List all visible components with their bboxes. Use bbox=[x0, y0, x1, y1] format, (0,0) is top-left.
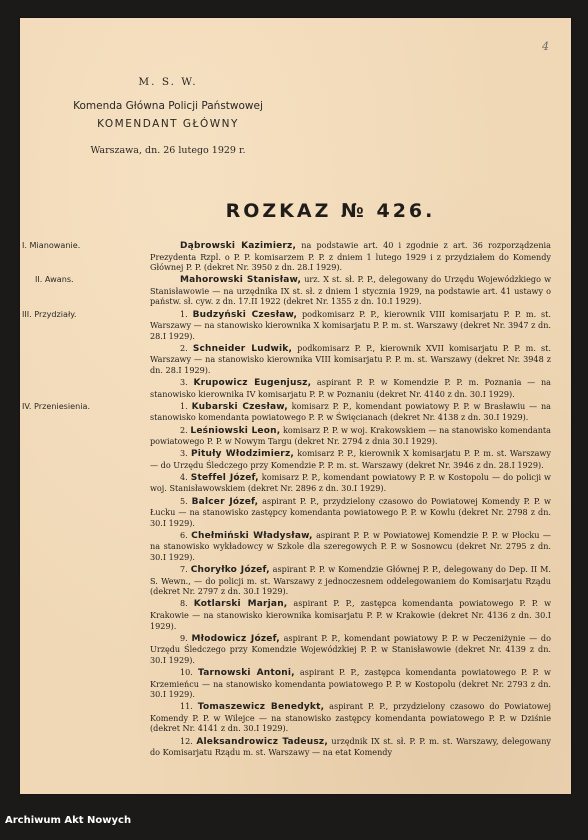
entry-text bbox=[150, 309, 551, 342]
entry-detail: komisarz P. P., komendant powiatowy P. P. w Kostopolu — do policji w woj. Stanisławowskiem (dekret Nr. 2896 z dn. 30.I 1929). bbox=[150, 471, 551, 494]
order-entry bbox=[150, 667, 551, 700]
entry-number: 2. bbox=[180, 424, 188, 435]
entry-detail: podkomisarz P. P., kierownik VIII komisarjatu P. P. m. st. Warszawy — na stanowisko kierownika X komisarjatu P. P. m. st. Warszawy (dekret Nr. 3947 z dn. 28.I 1929). bbox=[150, 308, 551, 341]
entry-text bbox=[150, 530, 551, 563]
entry-text bbox=[150, 667, 551, 700]
entry-text bbox=[150, 401, 551, 423]
entry-text bbox=[150, 496, 551, 529]
entry-detail: aspirant P. P. w Powiatowej Komendzie P. P. w Płocku — na stanowisko wykładowcy w Szkole dla szeregowych P. P. w Sosnowcu (dekret Nr. 2795 z dn. 30.I 1929). bbox=[150, 529, 551, 563]
entry-text bbox=[150, 425, 551, 447]
ministry-heading: M. S. W. bbox=[138, 76, 198, 88]
order-entry bbox=[22, 240, 551, 273]
order-entry bbox=[150, 472, 551, 494]
person-name: Balcer Józef, bbox=[191, 496, 259, 507]
order-entry bbox=[150, 633, 551, 666]
person-name: Steffel Józef, bbox=[190, 472, 259, 483]
entry-detail: aspirant P. P. w Komendzie P. P. m. Poznania — na stanowisko kierownika IV komisarjatu P. P. w Poznaniu (dekret Nr. 4140 z dn. 30.I 1929). bbox=[150, 377, 551, 399]
order-entry bbox=[150, 736, 551, 758]
order-entry bbox=[150, 564, 551, 597]
entry-detail: aspirant P. P., komendant powiatowy P. P. w Peczeniżynie — do Urzędu Śledczego przy Komendzie Wojewódzkiej P. P. w Stanisławowie (dekret Nr. 4139 z dn. 30.I 1929). bbox=[150, 632, 551, 665]
person-name: Kubarski Czesław, bbox=[191, 401, 288, 412]
entry-text bbox=[150, 564, 551, 597]
section-label: IV. Przeniesienia. bbox=[22, 400, 91, 411]
order-entry bbox=[35, 274, 551, 307]
entry-detail: aspirant P. P., przydzielony czasowo do Powiatowej Komendy P. P. w Łucku — na stanowisko zastępcy komendanta powiatowego P. P. w Kowlu (dekret Nr. 2798 z dn. 30.I 1929). bbox=[150, 495, 551, 528]
entry-number: 9. bbox=[180, 632, 188, 643]
order-entry bbox=[150, 701, 551, 734]
order-entry bbox=[150, 425, 551, 447]
person-name: Dąbrowski Kazimierz, bbox=[180, 241, 297, 251]
entry-number: 3. bbox=[180, 377, 188, 388]
person-name: Leśniowski Leon, bbox=[190, 425, 281, 436]
entry-text bbox=[150, 736, 551, 758]
person-name: Krupowicz Eugenjusz, bbox=[193, 378, 312, 389]
entry-number: 2. bbox=[180, 342, 188, 353]
order-title: ROZKAZ № 426. bbox=[225, 200, 436, 222]
entry-text bbox=[150, 343, 551, 376]
entry-detail: na podstawie art. 40 i zgodnie z art. 36 rozporządzenia Prezydenta Rzpl. o P. P. komisarzem P. P. z dniem 1 lutego 1929 i z przydziałem do Komendy Głównej P. P. (dekret Nr. 3950 z dn. 28.I 1929). bbox=[150, 240, 551, 273]
person-name: Kotlarski Marjan, bbox=[193, 599, 288, 610]
section-label: III. Przydziały. bbox=[22, 308, 77, 319]
entry-detail: komisarz P. P., kierownik X komisarjatu P. P. m. st. Warszawy — do Urzędu Śledczego przy Komendzie P. P. m. st. Warszawy (dekret Nr. 3946 z dn. 28.I 1929). bbox=[150, 448, 551, 470]
entry-detail: aspirant P. P., zastępca komendanta powiatowego P. P. w Krakowie — na stanowisko kierownika komisarjatu P. P. w Krakowie (dekret Nr. 4136 z dn. 30.I 1929). bbox=[150, 598, 551, 631]
order-entry bbox=[150, 598, 551, 631]
entry-detail: urzędnik IX st. sł. P. P. m. st. Warszawy, delegowany do Komisarjatu Rządu m. st. Warszawy — na etat Komendy bbox=[150, 735, 551, 758]
section-label: II. Awans. bbox=[35, 274, 74, 285]
section-label: I. Mianowanie. bbox=[22, 240, 81, 250]
entry-text bbox=[150, 701, 551, 734]
entry-number: 3. bbox=[180, 448, 188, 459]
order-body bbox=[20, 240, 571, 759]
order-entry bbox=[150, 377, 551, 399]
entry-number: 1. bbox=[180, 400, 188, 411]
entry-number: 11. bbox=[180, 701, 193, 712]
document-page bbox=[20, 18, 571, 794]
entry-number: 10. bbox=[180, 666, 193, 677]
person-name: Aleksandrowicz Tadeusz, bbox=[196, 736, 328, 747]
entry-detail: aspirant P. P. w Komendzie Głównej P. P., delegowany do Dep. II M. S. Wewn., — do policji m. st. Warszawy z jednoczesnem oddelegowaniem do Komisarjatu Rządu (dekret Nr. 2797 z dn. 30.I 1929). bbox=[150, 564, 551, 597]
entry-text bbox=[150, 448, 551, 470]
entry-number: 1. bbox=[180, 308, 188, 319]
entry-detail: podkomisarz P. P., kierownik XVII komisarjatu P. P. m. st. Warszawy — na stanowisko kierownika VIII komisarjatu P. P. m. st. Warszawy (dekret Nr. 3948 z dn. 28.I 1929). bbox=[150, 342, 551, 376]
page-number-annotation: 4 bbox=[542, 40, 549, 53]
order-entry bbox=[150, 343, 551, 376]
entry-number: 5. bbox=[180, 495, 188, 506]
order-entry bbox=[22, 308, 551, 342]
person-name: Choryłko Józef, bbox=[190, 565, 270, 576]
entry-text bbox=[150, 633, 551, 666]
entry-detail: komisarz P. P. w woj. Krakowskiem — na stanowisko komendanta powiatowego P. P. w Nowym Targu (dekret Nr. 2794 z dnia 30.I 1929). bbox=[150, 424, 552, 447]
entry-number: 7. bbox=[180, 564, 188, 575]
authority-heading: Komenda Główna Policji Państwowej bbox=[73, 100, 263, 112]
person-name: Pituły Włodzimierz, bbox=[190, 449, 295, 460]
entry-number: 6. bbox=[180, 529, 188, 540]
archive-watermark: Archiwum Akt Nowych bbox=[5, 815, 132, 826]
entry-detail: aspirant P. P., zastępca komendanta powiatowego P. P. w Krzemieńcu — na stanowisko komendanta powiatowego P. P. w Kostopolu (dekret Nr. 2793 z dn. 30.I 1929). bbox=[150, 666, 551, 700]
entry-number: 12. bbox=[180, 735, 193, 746]
person-name: Tomaszewicz Benedykt, bbox=[197, 702, 325, 713]
order-entry bbox=[150, 530, 551, 563]
entry-text bbox=[150, 274, 551, 307]
entry-text bbox=[150, 472, 551, 494]
order-entry bbox=[150, 448, 551, 470]
entry-number: 8. bbox=[180, 598, 188, 609]
place-date: Warszawa, dn. 26 lutego 1929 r. bbox=[90, 145, 246, 156]
order-entry bbox=[150, 496, 551, 529]
entry-number: 4. bbox=[180, 471, 188, 482]
person-name: Chełmiński Władysław, bbox=[191, 530, 313, 541]
person-name: Tarnowski Antoni, bbox=[198, 667, 295, 678]
entry-detail: urz. X st. sł. P. P., delegowany do Urzędu Wojewódzkiego w Stanisławowie — na urzędnika IX st. sł. z dniem 1 stycznia 1929, na podstawie art. 41 ustawy o państw. sł. cyw. z dn. 17.II 1922 (dekret Nr. 1355 z dn. 10.I 1929). bbox=[150, 274, 551, 307]
entry-text bbox=[150, 377, 551, 399]
person-name: Mahorowski Stanisław, bbox=[180, 275, 302, 286]
office-heading: KOMENDANT GŁÓWNY bbox=[97, 118, 239, 130]
entry-detail: aspirant P. P., przydzielony czasowo do Powiatowej Komendy P. P. w Wilejce — na stanowisko zastępcy komendanta powiatowego P. P. w Dziśnie (dekret Nr. 4141 z dn. 30.I 1929). bbox=[150, 701, 551, 734]
entry-text bbox=[150, 240, 551, 273]
entry-detail: komisarz P. P., komendant powiatowy P. P. w Brasławiu — na stanowisko komendanta powiatowego P. P. w Święcianach (dekret Nr. 4138 z dn. 30.I 1929). bbox=[150, 400, 552, 423]
order-entry bbox=[22, 400, 552, 423]
person-name: Schneider Ludwik, bbox=[192, 343, 293, 354]
entry-text bbox=[150, 598, 551, 631]
person-name: Młodowicz Józef, bbox=[191, 633, 280, 644]
person-name: Budzyński Czesław, bbox=[192, 309, 298, 320]
